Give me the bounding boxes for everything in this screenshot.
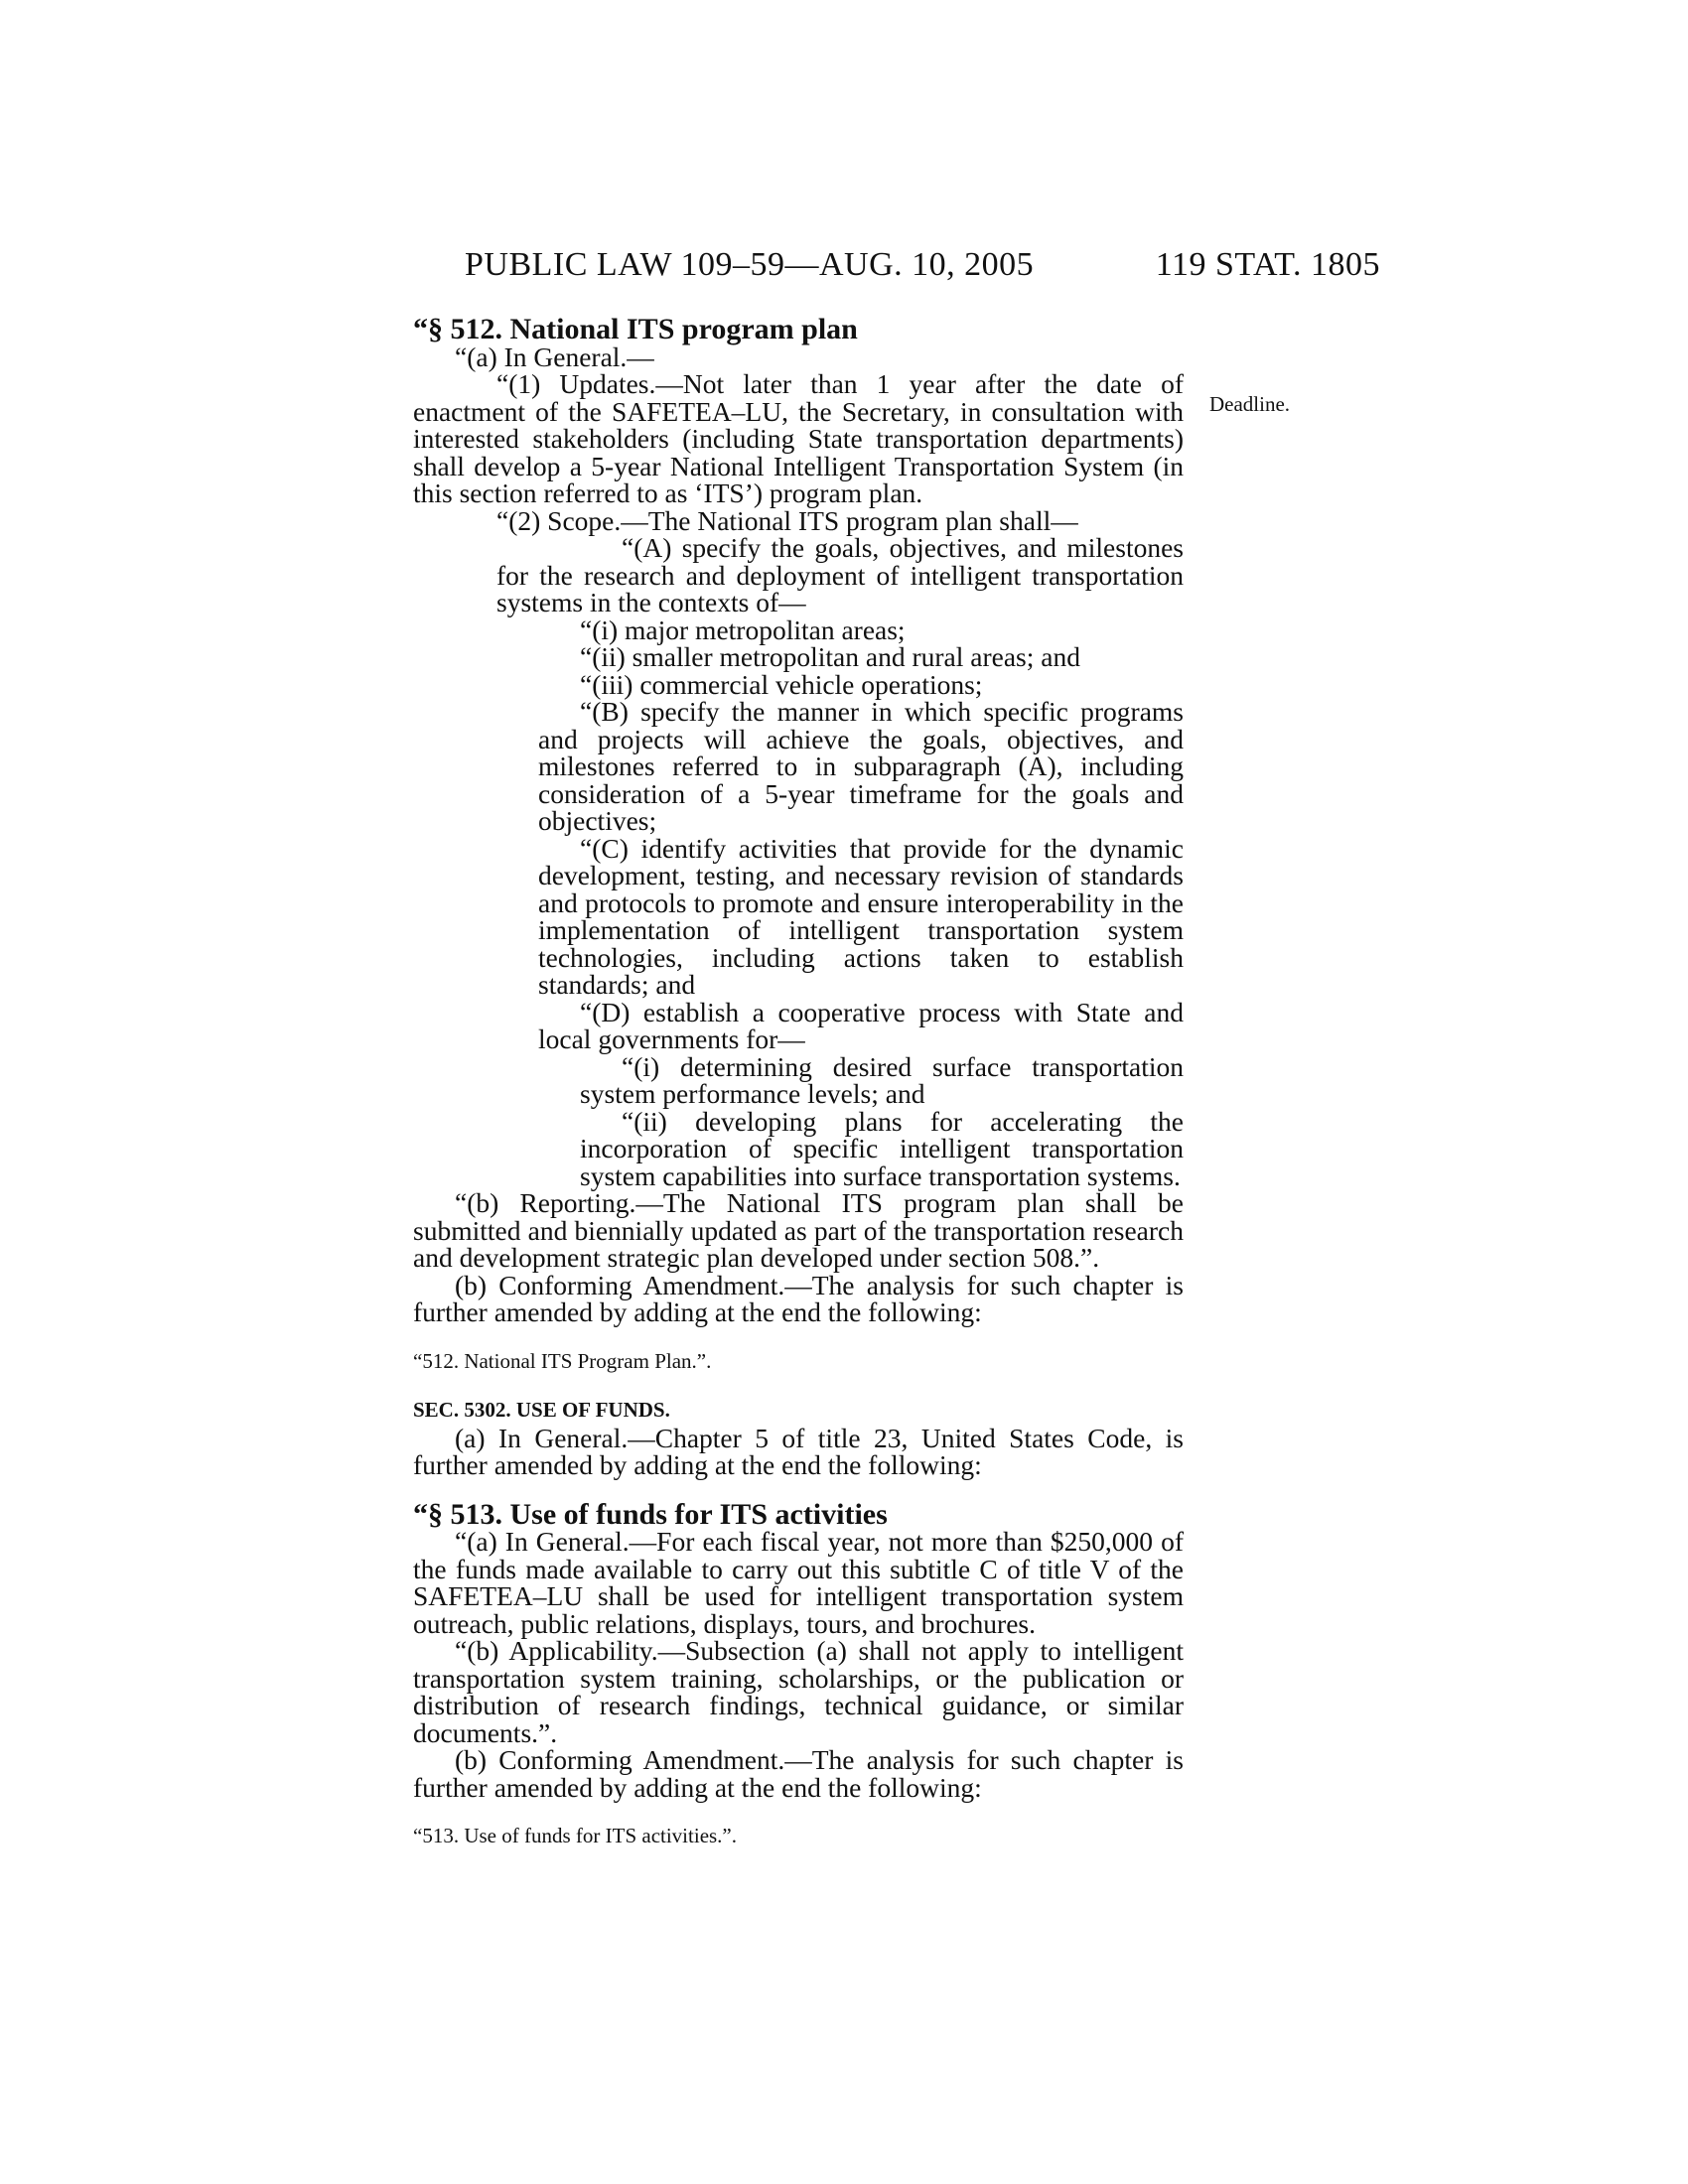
spacer: [413, 1801, 1184, 1823]
spacer: [413, 1326, 1184, 1348]
s513-subsection-b: “(b) Applicability.—Subsection (a) shall not apply to intelligent transportation system training, scholarships, or the publication or distribution of research findings, technical guidance, or similar documents.”.: [413, 1635, 1184, 1748]
s512-paragraph-1: “(1) Updates.—Not later than 1 year after the date of enactment of the SAFETEA–LU, the Secretary, in consultation with interested stakeholders (including State transportation departments) shall develop a 5-year National Intelligent Transportation System (in this section referred to as ‘ITS’) program plan.: [413, 368, 1184, 508]
public-law-citation: PUBLIC LAW 109–59—AUG. 10, 2005: [465, 246, 1035, 283]
statute-page-number: 119 STAT. 1805: [1155, 246, 1380, 283]
section-5302-heading: SEC. 5302. USE OF FUNDS.: [413, 1398, 670, 1422]
analysis-entry-512: “512. National ITS Program Plan.”.: [413, 1348, 712, 1373]
spacer: [413, 1375, 1184, 1397]
s512-clause-D-i: “(i) determining desired surface transportation system performance levels; and: [580, 1050, 1184, 1109]
s513-conforming-amendment: (b) Conforming Amendment.—The analysis for such chapter is further amended by adding at the end the following:: [413, 1744, 1184, 1803]
s512-subparagraph-B: “(B) specify the manner in which specific programs and projects will achieve the goals, objectives, and milestones referred to in subparagraph (A), including consideration of a 5-year timeframe for the goals and objectives;: [538, 696, 1184, 836]
s512-subsection-a-heading: “(a) In General.—: [455, 341, 654, 372]
s512-subparagraph-C: “(C) identify activities that provide for the dynamic development, testing, and necessary revision of standards and protocols to promote and ensure interoperability in the implementation of intelligent transportation system technologies, including actions taken to establish standards; and: [538, 832, 1184, 1000]
section-512-heading-text: “§ 512. National ITS program plan: [413, 313, 858, 345]
margin-note-deadline: Deadline.: [1209, 392, 1291, 416]
s513-subsection-a: “(a) In General.—For each fiscal year, not more than $250,000 of the funds made available to carry out this subtitle C of title V of the SAFETEA–LU shall be used for intelligent transportation system outreach, public relations, displays, tours, and brochures.: [413, 1526, 1184, 1639]
s512-clause-A-ii: “(ii) smaller metropolitan and rural areas; and: [580, 641, 1080, 672]
section-513-heading: “§ 513. Use of funds for ITS activities: [413, 1497, 888, 1531]
sec5302-subsection-a: (a) In General.—Chapter 5 of title 23, United States Code, is further amended by adding at the end the following:: [413, 1422, 1184, 1480]
s512-clause-A-iii: “(iii) commercial vehicle operations;: [580, 668, 983, 700]
s512-subparagraph-A: [496, 534, 1184, 616]
s512-clause-A-i: “(i) major metropolitan areas;: [580, 614, 906, 645]
s512-clause-D-ii: “(ii) developing plans for accelerating the incorporation of specific intelligent transportation system capabilities into surface transportation systems.: [580, 1105, 1184, 1191]
s512-subparagraph-D: “(D) establish a cooperative process with State and local governments for—: [538, 996, 1184, 1054]
analysis-entry-513: “513. Use of funds for ITS activities.”.: [413, 1824, 738, 1847]
s512-paragraph-2: “(2) Scope.—The National ITS program plan shall—: [496, 504, 1078, 536]
s512-conforming-amendment: (b) Conforming Amendment.—The analysis for such chapter is further amended by adding at the end the following:: [413, 1269, 1184, 1327]
s512-subsection-b-reporting: “(b) Reporting.—The National ITS program plan shall be submitted and biennially updated as part of the transportation research and development strategic plan developed under section 508.”.: [413, 1187, 1184, 1273]
document-body: [413, 313, 1184, 1850]
s512-subparagraph-A-text: “(A) specify the goals, objectives, and milestones for the research and deployment of intelligent transportation systems in the contexts of—: [496, 532, 1184, 617]
running-header: [465, 246, 1380, 286]
